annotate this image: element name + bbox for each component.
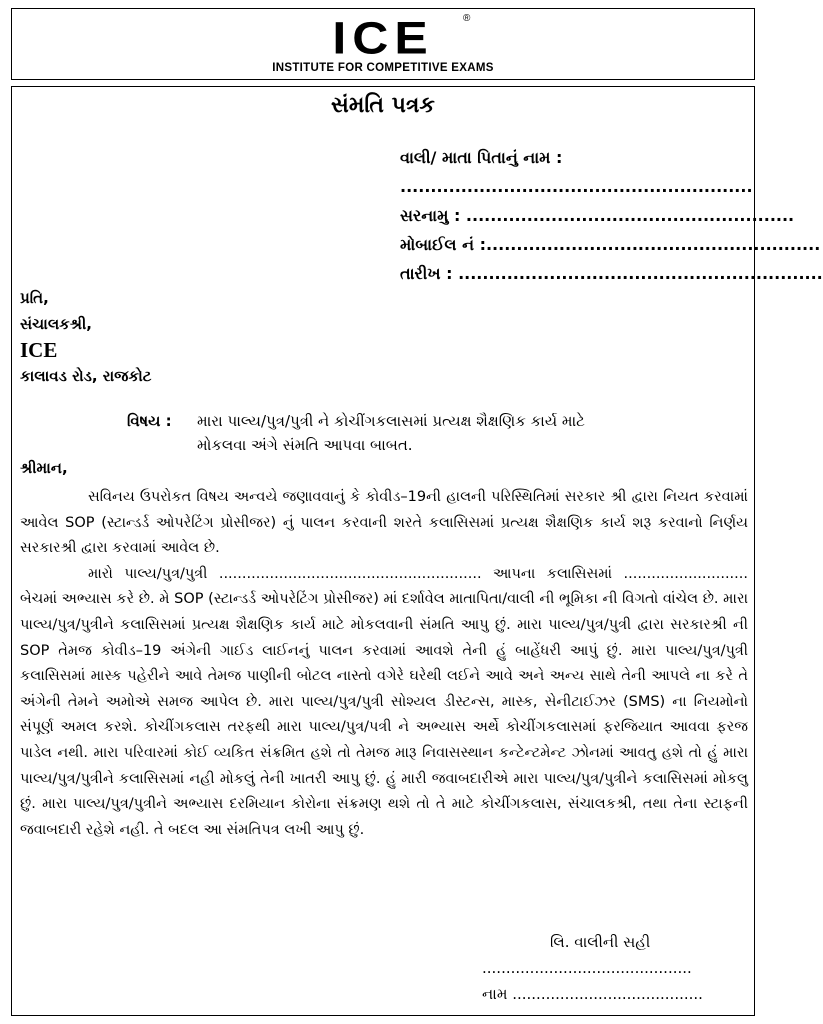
ice-logo: ICE [332, 12, 434, 64]
subject-line-1: મારા પાલ્ય/પુત્ર/પુત્રી ને કોચીંગકલાસમાં પ્રત્યક્ષ શૈક્ષણિક કાર્ય માટે [197, 412, 585, 430]
recipient-address [20, 285, 151, 389]
recipient-director: સંચાલકશ્રી, [20, 315, 92, 333]
name-line: નામ ........................................ [482, 985, 703, 1003]
subject-block [127, 409, 727, 457]
guardian-name-label: વાલી/ માતા પિતાનું નામ : [400, 148, 563, 167]
registered-mark: ® [463, 13, 471, 24]
guardian-name-blank: .......................................................... [400, 177, 753, 196]
recipient-to: પ્રતિ, [20, 289, 49, 307]
mobile-field: મોબાઈલ નં :....................................................... [400, 235, 821, 254]
letter-body [20, 485, 748, 843]
signature-label: લિ. વાલીની સહી [550, 933, 651, 951]
guardian-details [400, 143, 823, 288]
recipient-org: ICE [20, 338, 58, 362]
letterhead [11, 8, 755, 80]
form-title: સંમતિ પત્રક [331, 93, 435, 118]
signature-line: ............................................ [482, 959, 692, 977]
paragraph-1: સવિનય ઉપરોકત વિષય અન્વયે જણાવવાનું કે કોવીડ–19ની હાલની પરિસ્થિતિમાં સરકાર શ્રી દ્વારા નિયત કરવામાં આવેલ SOP (સ્ટાન્ડર્ડ ઓપરેટિંગ પ્રોસીજર) નું પાલન કરવાની શરતે કલાસિસમાં પ્રત્યક્ષ શૈક્ષણિક કાર્ય શરૂ કરવાનો નિર્ણય સરકારશ્રી દ્વારા કરવામાં આવેલ છે. [20, 489, 748, 557]
subject-label: વિષય : [127, 412, 172, 430]
institute-tagline: INSTITUTE FOR COMPETITIVE EXAMS [272, 62, 494, 74]
signature-block [482, 929, 742, 1007]
salutation: શ્રીમાન, [20, 459, 68, 477]
date-field: તારીખ : ............................................................ [400, 264, 823, 283]
consent-form [11, 86, 823, 1016]
recipient-place: કાલાવડ રોડ, રાજકોટ [20, 367, 152, 385]
paragraph-2: મારો પાલ્ય/પુત્ર/પુત્રી ......................................................... આપના કલાસિસમાં ........................... બેચમાં અભ્યાસ કરે છે. મે SOP (સ્ટાન્ડર્ડ ઓપરેટિંગ પ્રોસીજર) માં દર્શાવેલ માતાપિતા/વાલી ની ભૂમિકા ની વિગતો વાંચેલ છે. મારા પાલ્ય/પુત્ર/પુત્રીને કલાસિસમાં પ્રત્યક્ષ શૈક્ષણિક કાર્ય માટે મોકલવાની સંમતિ આપુ છું. મારા પાલ્ય/પુત્ર/પુત્રી દ્વારા સરકારશ્રી ની SOP તેમજ કોવીડ–19 અંગેની ગાઈડ લાઈનનું પાલન કરવામાં આવશે તેની હું બાહેંધરી આપું છું. મારા પાલ્ય/પુત્ર/પુત્રી કલાસિસમાં માસ્ક પહેરીને આવે તેમજ પાણીની બોટલ નાસ્તો વગેરે ઘરેથી લઈને આવે અને અન્ય સાથે તેની આપલે ના કરે તે અંગેની તેમને અમોએ સમજ આપેલ છે. મારા પાલ્ય/પુત્ર/પુત્રી સોશ્યલ ડીસ્ટન્સ, માસ્ક, સેનીટાઈઝર (SMS) ના નિયમોનો સંપૂર્ણ અમલ કરશે. કોચીંગકલાસ તરફથી મારા પાલ્ય/પુત્ર/પત્રી ને અભ્યાસ અર્થે કોચીંગકલાસમાં ફરજિયાત આવવા ફરજ પાડેલ નથી. મારા પરિવારમાં કોઈ વ્યકિત સંક્રમિત હશે તો તેમજ મારૂ નિવાસસ્થાન કન્ટેન્ટમેન્ટ ઝોનમાં આવતુ હશે તો હું મારા પાલ્ય/પુત્ર/પુત્રીને કલાસિસમાં નહી મોકલું તેની ખાતરી આપુ છું. હું મારી જવાબદારીએ મારા પાલ્ય/પુત્ર/પુત્રીને કલાસિસમાં મોકલુ છું. મારા પાલ્ય/પુત્ર/પુત્રીને અભ્યાસ દરમિયાન કોરોના સંક્રમણ થશે તો તે માટે કોચીંગકલાસ, સંચાલકશ્રી, તથા તેના સ્ટાફની જવાબદારી રહેશે નહી. તે બદલ આ સંમતિપત્ર લખી આપુ છું. [20, 565, 748, 838]
subject-line-2: મોકલવા અંગે સંમતિ આપવા બાબત. [197, 436, 413, 454]
address-field: સરનામુ : ...................................................... [400, 206, 795, 225]
